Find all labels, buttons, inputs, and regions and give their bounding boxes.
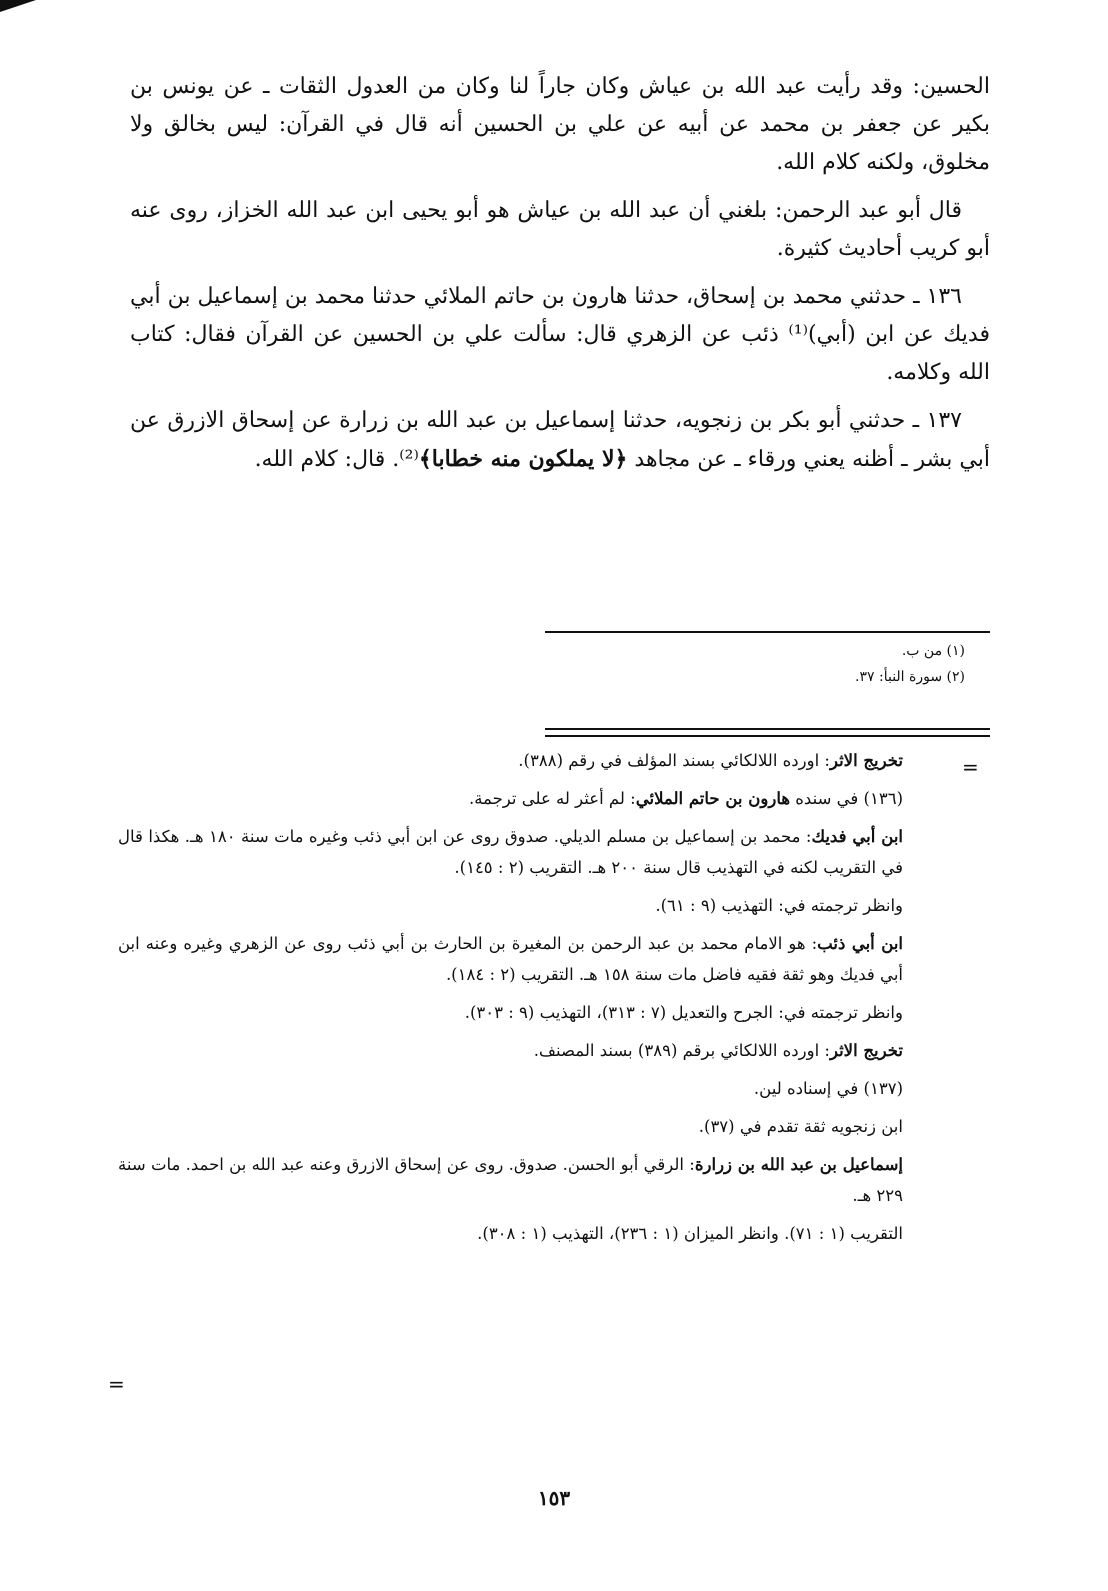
corner-arrow-mark	[0, 0, 36, 12]
note-text: (١٣٦) في سنده	[790, 789, 903, 808]
note-takhrij-2	[118, 1035, 958, 1066]
note-ismail-zurara	[118, 1149, 958, 1211]
note-see-jarh: وانظر ترجمته في: الجرح والتعديل (٧ : ٣١٣)، التهذيب (٩ : ٣٠٣).	[464, 1003, 903, 1022]
footnotes	[545, 638, 965, 690]
main-paragraph-2: قال أبو عبد الرحمن: بلغني أن عبد الله بن عياش هو أبو يحيى ابن عبد الله الخزاز، روى عنه أبو كريب أحاديث كثيرة.	[130, 198, 990, 261]
paragraph-4-text: ١٣٧ ـ حدثني أبو بكر بن زنجويه، حدثنا إسماعيل بن عبد الله بن زرارة عن إسحاق الازرق عن أبي بشر ـ أظنه يعني ورقاء ـ عن مجاهد	[130, 408, 990, 472]
note-ibn-zanjawayh: ابن زنجويه ثقة تقدم في (٣٧).	[698, 1117, 903, 1136]
note-see-tahdhib: وانظر ترجمته في: التهذيب (٩ : ٦١).	[655, 896, 903, 915]
continuation-mark-top: =	[962, 755, 979, 779]
main-paragraph-4	[130, 402, 990, 479]
note-label: هارون بن حاتم الملائي	[635, 789, 791, 808]
page-number: ١٥٣	[537, 1486, 571, 1510]
note-text: : الرقي أبو الحسن. صدوق. روى عن إسحاق الازرق وعنه عبد الله بن احمد. مات سنة ٢٢٩ هـ.	[118, 1155, 903, 1205]
note-label: ابن أبي ذئب	[817, 934, 904, 953]
note-taqrib: التقريب (١ : ٧١). وانظر الميزان (١ : ٢٣٦)، التهذيب (١ : ٣٠٨).	[477, 1224, 903, 1243]
paragraph-4-end: ⁽²⁾. قال: كلام الله.	[254, 447, 419, 472]
quran-quote: ﴿لا يملكون منه خطابا﴾	[418, 446, 628, 472]
main-text	[130, 68, 990, 489]
note-takhrij-1	[118, 745, 958, 776]
note-ibn-abi-dhib	[118, 928, 958, 990]
note-ibn-abi-fudayk	[118, 821, 958, 883]
main-paragraph-1: الحسين: وقد رأيت عبد الله بن عياش وكان جاراً لنا وكان من العدول الثقات ـ عن يونس بن بكير عن جعفر بن محمد عن أبيه عن علي بن الحسين أنه قال في القرآن: ليس بخالق ولا مخلوق، ولكنه كلام الله.	[130, 74, 990, 175]
note-label: ابن أبي فديك	[811, 827, 903, 846]
footnote-1: (١) من ب.	[901, 643, 965, 659]
footnote-2: (٢) سورة النبأ: ٣٧.	[855, 669, 965, 685]
note-text: : محمد بن إسماعيل بن مسلم الديلي. صدوق روى عن ابن أبي ذئب وغيره مات سنة ١٨٠ هـ. هكذا قال في التقريب لكنه في التهذيب قال سنة ٢٠٠ هـ. التقريب (٢ : ١٤٥).	[118, 827, 903, 877]
note-text: : اورده اللالكائي برقم (٣٨٩) بسند المصنف.	[533, 1041, 830, 1060]
note-label: تخريج الاثر	[829, 1041, 903, 1060]
note-137: (١٣٧) في إسناده لين.	[753, 1079, 903, 1098]
note-label: إسماعيل بن عبد الله بن زرارة	[694, 1155, 903, 1174]
note-text: : لم أعثر له على ترجمة.	[468, 789, 636, 808]
double-rule-separator	[545, 728, 990, 737]
note-text: : هو الامام محمد بن عبد الرحمن بن المغيرة بن الحارث بن أبي ذئب روى عن الزهري وغيره وعنه ابن أبي فديك وهو ثقة فقيه فاضل مات سنة ١٥٨ هـ. التقريب (٢ : ١٨٤).	[118, 934, 903, 984]
note-136	[118, 783, 958, 814]
footnote-separator	[545, 631, 990, 633]
main-paragraph-3: ١٣٦ ـ حدثني محمد بن إسحاق، حدثنا هارون بن حاتم الملائي حدثنا محمد بن إسماعيل بن أبي فديك عن ابن (أبي)⁽¹⁾ ذئب عن الزهري قال: سألت علي بن الحسين عن القرآن فقال: كتاب الله وكلامه.	[130, 284, 990, 385]
editor-notes	[118, 745, 958, 1256]
continuation-mark-bottom: =	[108, 1372, 125, 1396]
note-label: تخريج الاثر	[829, 751, 903, 770]
note-text: : اورده اللالكائي بسند المؤلف في رقم (٣٨٨).	[518, 751, 830, 770]
